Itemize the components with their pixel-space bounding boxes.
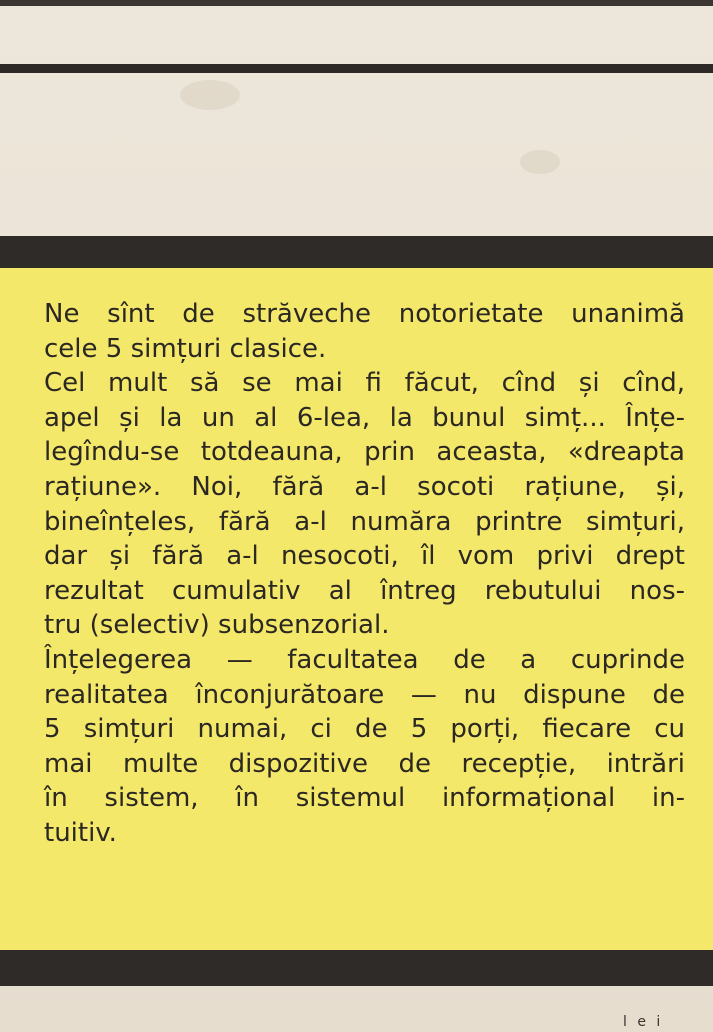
blurb-line: realitatea înconjurătoare — nu dispune de [44,679,685,710]
blurb-line: dar și fără a-l nesocoti, îl vom privi drept [44,541,685,572]
blurb-line: Ne sînt de străveche notorietate unanimă [44,299,685,329]
blurb-line: Cel mult să se mai fi făcut, cînd și cînd, [44,368,685,399]
top-edge-shadow [0,0,713,6]
blurb-line: Înțelegerea — facultatea de a cuprinde [44,644,685,675]
paper-stain [520,150,560,174]
lower-band [0,950,713,986]
blurb-line: apel și la un al 6-lea, la bunul simț... Înțe- [44,402,685,433]
upper-band [0,236,713,272]
paper-stain [180,80,240,110]
blurb-line: tru (selectiv) subsenzorial. [44,610,390,641]
blurb-line: tuitiv. [44,817,117,848]
blurb-line: 5 simțuri numai, ci de 5 porți, fiecare cu [44,714,685,745]
blurb-line: rațiune». Noi, fără a-l socoti rațiune, și, [44,471,685,502]
blurb-line: rezultat cumulativ al întreg rebutului nos- [44,575,685,606]
bottom-corner-text: l e i [623,1014,664,1030]
top-rule [0,64,713,73]
blurb-line: bineînțeles, fără a-l număra printre simțuri, [44,506,685,537]
blurb-line: în sistem, în sistemul informațional in- [44,783,685,814]
blurb-line: legîndu-se totdeauna, prin aceasta, «dreapta [44,437,685,468]
blurb-text [44,297,685,851]
blurb-line: cele 5 simțuri clasice. [44,333,327,364]
blurb-line: mai multe dispozitive de recepție, intrări [44,748,685,779]
